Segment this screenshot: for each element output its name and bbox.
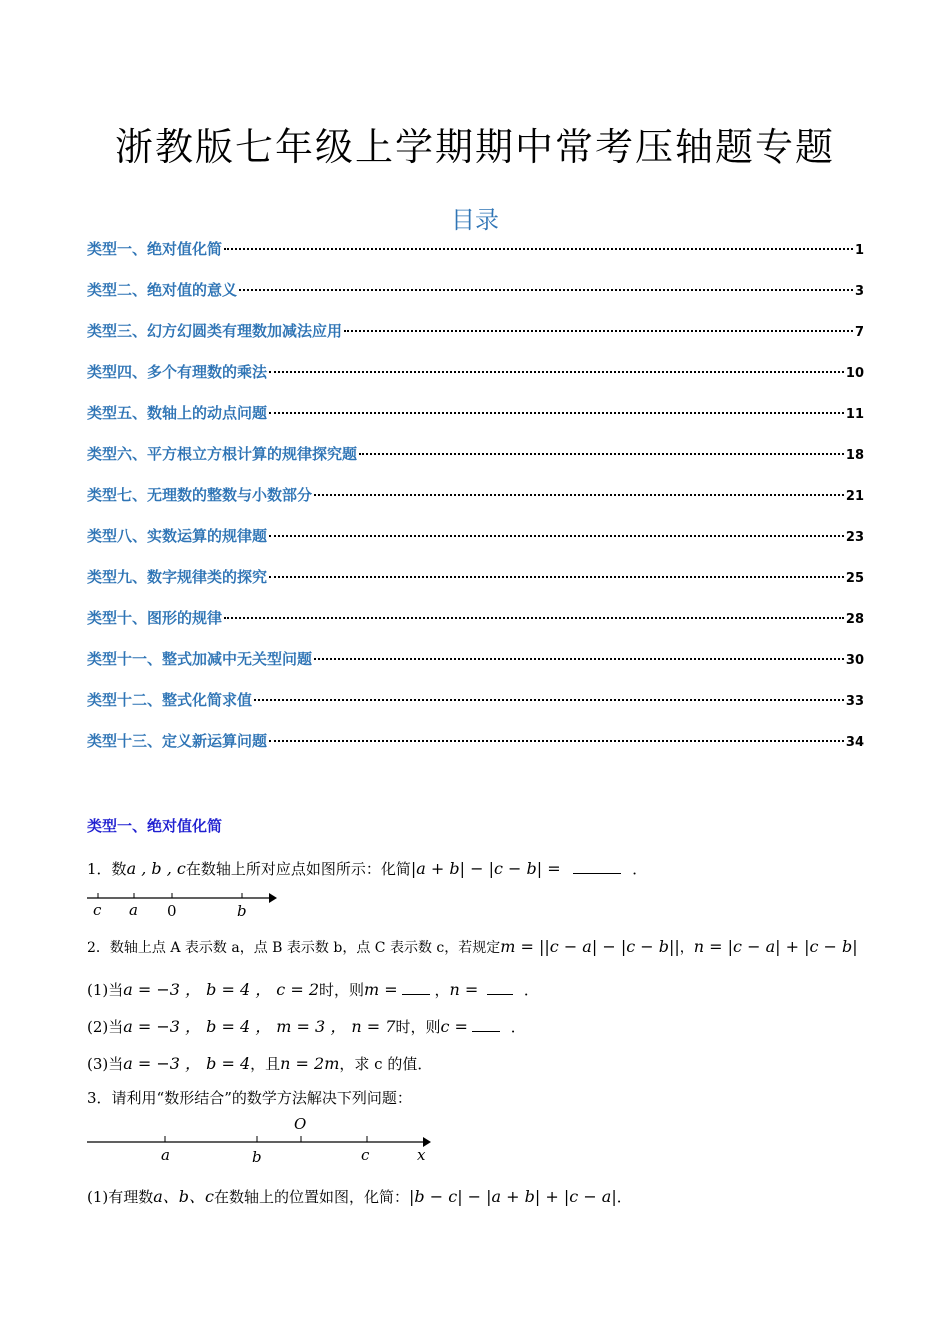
answer-blank[interactable] [472, 1017, 500, 1032]
question-1 [87, 858, 647, 879]
question-2-part-3 [87, 1051, 432, 1074]
toc-item-label[interactable]: 类型三、幻方幻圆类有理数加减法应用 [87, 322, 343, 340]
toc-item[interactable] [87, 320, 864, 361]
question-3 [87, 1087, 412, 1108]
toc-item[interactable] [87, 689, 864, 730]
toc-leader [239, 289, 853, 291]
toc-item-label[interactable]: 类型十三、定义新运算问题 [87, 732, 268, 750]
toc-leader [314, 494, 844, 496]
part-text: 时，则 [319, 981, 365, 999]
math-expression: |a + b| − |c − b| = [410, 859, 561, 878]
toc-leader [359, 453, 844, 455]
toc-item-page: 3 [854, 284, 864, 299]
conditions: n = 2m [280, 1054, 340, 1073]
toc-item-label[interactable]: 类型十、图形的规律 [87, 609, 223, 627]
toc-item-page: 30 [845, 653, 864, 668]
math-vars: a、b、c [153, 1187, 214, 1206]
toc-item-label[interactable]: 类型二、绝对值的意义 [87, 281, 238, 299]
axis-label: a [161, 1146, 170, 1164]
question-2-part-1 [87, 977, 539, 1000]
math-expression: n = |c − a| + |c − b| [693, 937, 858, 956]
toc-leader [269, 576, 844, 578]
axis-label: 0 [167, 902, 177, 920]
math-expression: m = ||c − a| − |c − b|| [500, 937, 680, 956]
separator: ， [679, 940, 694, 956]
end-punct: ． [523, 981, 539, 999]
toc-item-page: 23 [845, 530, 864, 545]
part-prefix: (3)当 [87, 1055, 124, 1073]
toc-leader [224, 617, 844, 619]
toc-leader [224, 248, 853, 250]
toc-item-page: 28 [845, 612, 864, 627]
number-line-q1 [87, 886, 277, 922]
toc-leader [269, 535, 844, 537]
axis-label: O [294, 1115, 307, 1133]
conditions: a = −3 ， b = 4 ， m = 3 ， n = 7 [123, 1017, 396, 1036]
math-var: n = [449, 980, 479, 999]
conditions: a = −3 ， b = 4 ， c = 2 [123, 980, 320, 999]
toc-item[interactable] [87, 361, 864, 402]
math-expression: |b − c| − |a + b| + |c − a| [409, 1187, 617, 1206]
table-of-contents [87, 238, 864, 771]
toc-item-label[interactable]: 类型七、无理数的整数与小数部分 [87, 486, 313, 504]
toc-item-label[interactable]: 类型四、多个有理数的乘法 [87, 363, 268, 381]
question-text: 在数轴上所对应点如图所示：化简 [185, 860, 411, 878]
toc-item[interactable] [87, 566, 864, 607]
toc-item[interactable] [87, 730, 864, 771]
toc-item[interactable] [87, 402, 864, 443]
toc-item[interactable] [87, 279, 864, 320]
answer-blank[interactable] [402, 980, 430, 995]
toc-item-page: 25 [845, 571, 864, 586]
part-text: ，求 c 的值． [339, 1055, 433, 1073]
question-2-part-2 [87, 1014, 526, 1037]
axis-label: b [252, 1148, 262, 1166]
math-var: c = [440, 1017, 468, 1036]
part-prefix: (1)有理数 [87, 1188, 154, 1206]
toc-item-label[interactable]: 类型十一、整式加减中无关型问题 [87, 650, 313, 668]
toc-item[interactable] [87, 525, 864, 566]
number-line-q3 [87, 1110, 432, 1166]
toc-item-label[interactable]: 类型六、平方根立方根计算的规律探究题 [87, 445, 358, 463]
question-text: 请利用“数形结合”的数学方法解决下列问题： [111, 1089, 412, 1107]
toc-item[interactable] [87, 484, 864, 525]
math-var: m = [364, 980, 398, 999]
question-number: 1． [87, 860, 112, 878]
question-number: 2． [87, 940, 110, 956]
axis-label: x [417, 1146, 426, 1164]
end-punct: ． [510, 1018, 526, 1036]
toc-item-label[interactable]: 类型五、数轴上的动点问题 [87, 404, 268, 422]
toc-item-page: 18 [845, 448, 864, 463]
toc-item[interactable] [87, 607, 864, 648]
toc-leader [344, 330, 853, 332]
toc-item-page: 33 [845, 694, 864, 709]
part-text: 在数轴上的位置如图，化简： [214, 1188, 410, 1206]
axis-label: b [237, 902, 247, 920]
toc-item-page: 1 [854, 243, 864, 258]
question-text: 数轴上点 A 表示数 a，点 B 表示数 b，点 C 表示数 c，若规定 [109, 940, 501, 956]
toc-item-label[interactable]: 类型十二、整式化简求值 [87, 691, 253, 709]
toc-item-label[interactable]: 类型九、数字规律类的探究 [87, 568, 268, 586]
part-prefix: (1)当 [87, 981, 124, 999]
part-prefix: (2)当 [87, 1018, 124, 1036]
toc-leader [269, 371, 844, 373]
toc-item-page: 34 [845, 735, 864, 750]
toc-leader [314, 658, 844, 660]
math-vars: a , b , c [126, 859, 186, 878]
question-2 [87, 937, 858, 957]
toc-leader [254, 699, 844, 701]
answer-blank[interactable] [573, 859, 621, 874]
section-heading: 类型一、绝对值化简 [87, 817, 223, 835]
toc-item[interactable] [87, 238, 864, 279]
toc-item-page: 10 [845, 366, 864, 381]
question-3-part-1 [87, 1184, 632, 1207]
question-number: 3． [87, 1089, 112, 1107]
end-punct: ． [616, 1188, 632, 1206]
toc-item-label[interactable]: 类型一、绝对值化简 [87, 240, 223, 258]
axis-label: a [129, 901, 138, 919]
part-text: 时，则 [395, 1018, 441, 1036]
toc-item-page: 21 [845, 489, 864, 504]
conditions: a = −3 ， b = 4 [123, 1054, 251, 1073]
question-text: 数 [111, 860, 127, 878]
toc-item[interactable] [87, 443, 864, 484]
axis-label: c [93, 901, 102, 919]
page-title: 浙教版七年级上学期期中常考压轴题专题 [114, 125, 835, 169]
axis-label: c [361, 1146, 370, 1164]
toc-leader [269, 412, 844, 414]
separator: ， [434, 981, 450, 999]
toc-heading: 目录 [451, 206, 499, 234]
toc-item-page: 7 [854, 325, 864, 340]
answer-blank[interactable] [487, 980, 513, 995]
toc-leader [269, 740, 844, 742]
toc-item-label[interactable]: 类型八、实数运算的规律题 [87, 527, 268, 545]
part-text: ，且 [250, 1055, 281, 1073]
end-punct: ． [632, 860, 648, 878]
toc-item-page: 11 [845, 407, 864, 422]
toc-item[interactable] [87, 648, 864, 689]
